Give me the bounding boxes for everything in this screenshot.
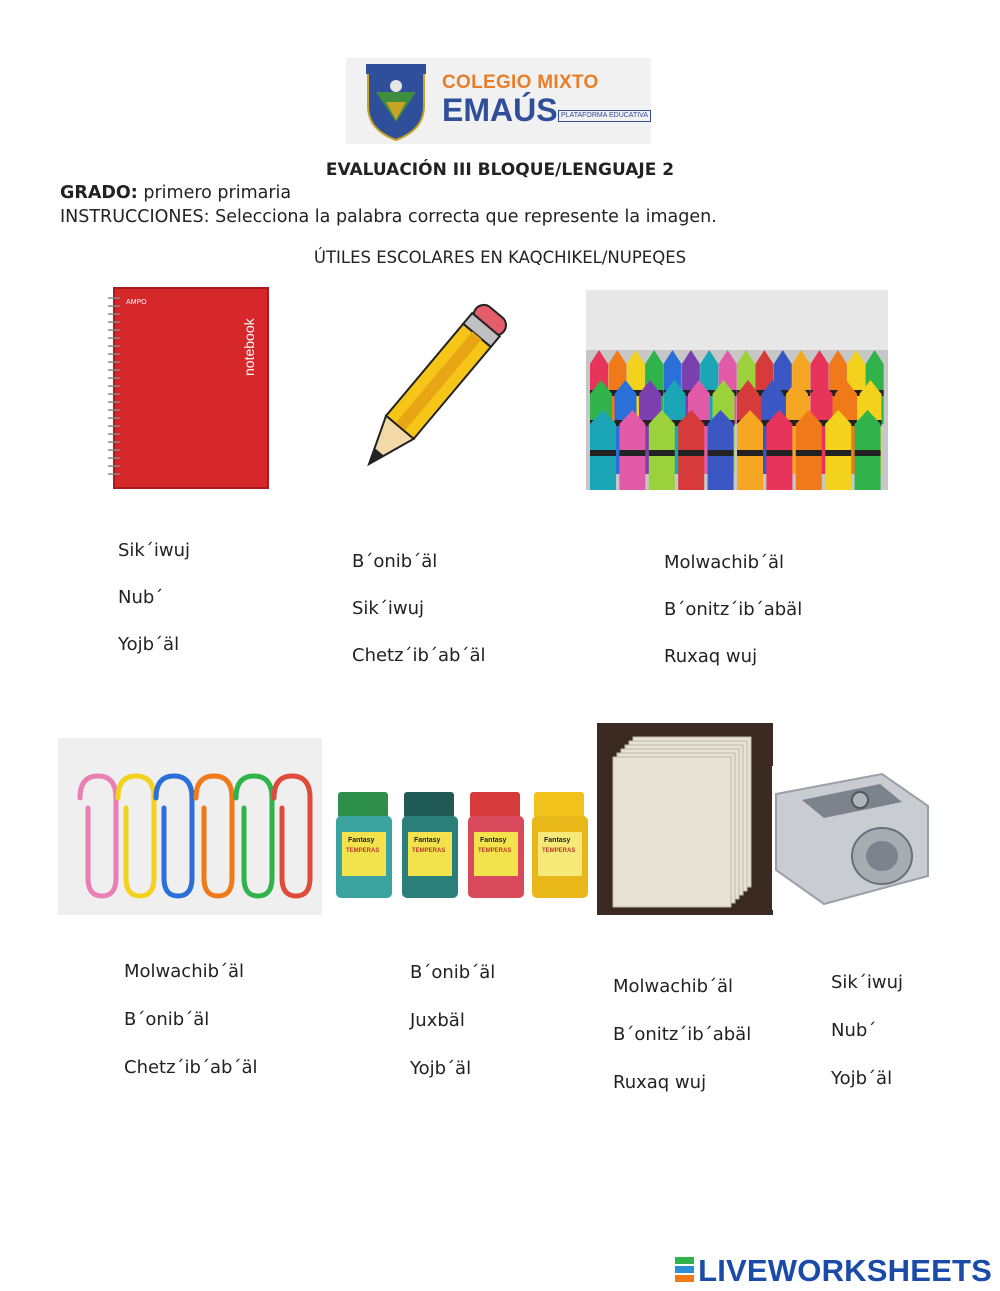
option-notebook-2[interactable]: Nub´: [118, 587, 164, 608]
crayon-band: [825, 450, 851, 456]
paint-brand-4: Fantasy: [544, 837, 571, 844]
grado-label: GRADO:: [60, 183, 138, 203]
page-title: EVALUACIÓN III BLOQUE/LENGUAJE 2: [325, 160, 675, 180]
option-sharpener-1[interactable]: Sik´iwuj: [831, 972, 903, 993]
paperclips-image: [58, 738, 322, 915]
crayon-band: [649, 450, 675, 456]
crayon-body: [855, 424, 881, 490]
paints-image: [332, 784, 594, 906]
paper-image: [597, 723, 773, 915]
grado-value: primero primaria: [137, 183, 292, 203]
logo-line1: COLEGIO MIXTO: [442, 72, 599, 93]
option-clips-1[interactable]: Molwachib´äl: [124, 961, 245, 982]
option-sharpener-3[interactable]: Yojb´äl: [831, 1068, 893, 1089]
footer-brand: LIVEWORKSHEETS: [698, 1253, 992, 1288]
option-notebook-1[interactable]: Sik´iwuj: [118, 540, 190, 561]
crayon-body: [590, 424, 616, 490]
option-crayons-2[interactable]: B´onitz´ib´abäl: [664, 599, 803, 620]
crayon-body: [796, 424, 822, 490]
option-pencil-2[interactable]: Sik´iwuj: [352, 598, 424, 619]
crayon-body: [766, 424, 792, 490]
paint-brand-3: Fantasy: [480, 837, 507, 844]
liveworksheets-footer: [675, 1253, 992, 1289]
section-subtitle: ÚTILES ESCOLARES EN KAQCHIKEL/NUPEQES: [313, 248, 687, 267]
option-paper-2[interactable]: B´onitz´ib´abäl: [613, 1024, 752, 1045]
paint-brand-1: Fantasy: [348, 837, 375, 844]
option-notebook-3[interactable]: Yojb´äl: [118, 634, 180, 655]
logo-tag: PLATAFORMA EDUCATIVA: [558, 110, 651, 122]
crayon-band: [708, 450, 734, 456]
crayon-body: [678, 424, 704, 490]
crayon-body: [825, 424, 851, 490]
paint-brand-2: Fantasy: [414, 837, 441, 844]
paint-label-1: TEMPERAS: [346, 848, 380, 854]
crayon-body: [708, 424, 734, 490]
crayons-image: [586, 290, 888, 490]
option-clips-3[interactable]: Chetz´ib´ab´äl: [124, 1057, 258, 1078]
option-clips-2[interactable]: B´onib´äl: [124, 1009, 210, 1030]
option-sharpener-2[interactable]: Nub´: [831, 1020, 877, 1041]
school-logo: [346, 58, 651, 144]
crayon-band: [855, 450, 881, 456]
option-paper-3[interactable]: Ruxaq wuj: [613, 1072, 707, 1093]
school-crest-icon: [356, 62, 436, 142]
option-paints-2[interactable]: Juxbäl: [410, 1010, 465, 1031]
paint-label-2: TEMPERAS: [412, 848, 446, 854]
option-paints-1[interactable]: B´onib´äl: [410, 962, 496, 983]
crayon-band: [796, 450, 822, 456]
option-crayons-1[interactable]: Molwachib´äl: [664, 552, 785, 573]
grado-line: [60, 183, 291, 203]
crayon-band: [737, 450, 763, 456]
crayon-band: [766, 450, 792, 456]
notebook-image: [104, 284, 270, 490]
option-crayons-3[interactable]: Ruxaq wuj: [664, 646, 758, 667]
option-pencil-3[interactable]: Chetz´ib´ab´äl: [352, 645, 486, 666]
option-pencil-1[interactable]: B´onib´äl: [352, 551, 438, 572]
crayon-band: [590, 450, 616, 456]
logo-line2: EMAÚS: [442, 92, 558, 128]
option-paper-1[interactable]: Molwachib´äl: [613, 976, 734, 997]
crayon-band: [678, 450, 704, 456]
sharpener-image: [772, 766, 932, 910]
crayon-body: [649, 424, 675, 490]
paint-label-4: TEMPERAS: [542, 848, 576, 854]
paint-label-3: TEMPERAS: [478, 848, 512, 854]
crayon-body: [619, 424, 645, 490]
option-paints-3[interactable]: Yojb´äl: [410, 1058, 472, 1079]
pencil-image: [352, 286, 512, 492]
notebook-brand: AMPO: [126, 299, 147, 306]
crayon-body: [737, 424, 763, 490]
liveworksheets-icon: [675, 1257, 694, 1284]
crayon-band: [619, 450, 645, 456]
notebook-label: notebook: [241, 318, 257, 376]
instructions: INSTRUCCIONES: Selecciona la palabra correcta que represente la imagen.: [60, 207, 717, 227]
